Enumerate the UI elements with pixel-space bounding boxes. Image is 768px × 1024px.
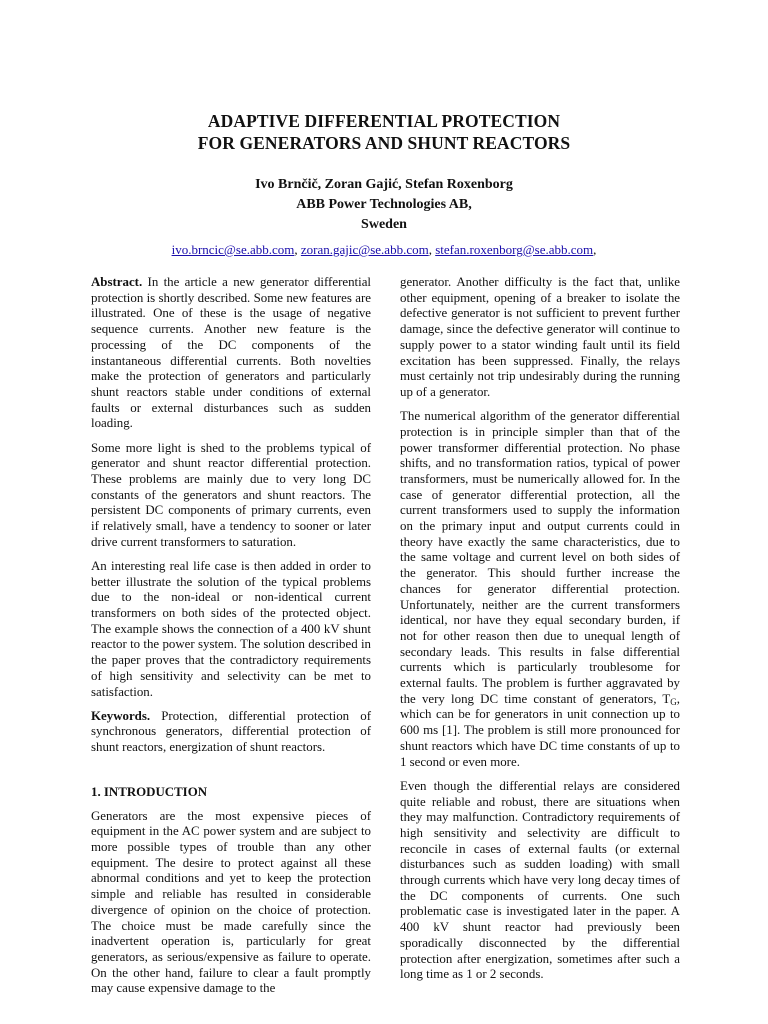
section-heading-introduction: 1. INTRODUCTION [91, 784, 208, 799]
email-link-gajic[interactable]: zoran.gajic@se.abb.com [300, 242, 429, 257]
email-link-brncic[interactable]: ivo.brncic@se.abb.com [171, 242, 295, 257]
keywords-text: Protection, differential protection of synchronous generators, differential protection of shunt reactors, energization of shunt reactors. [91, 708, 371, 755]
title-line-2: FOR GENERATORS AND SHUNT REACTORS [197, 133, 571, 153]
paper-title [0, 110, 768, 154]
email-link-roxenborg[interactable]: stefan.roxenborg@se.abb.com [435, 242, 594, 257]
abstract-paragraph-3: An interesting real life case is then added in order to better illustrate the solution of the typical problems due to the non-ideal or non-identical current transformers on both sides of the protected object. The example shows the connection of a 400 kV shunt reactor to the power system. The solution described in the paper proves that the contradictory requirements of high sensitivity and selectivity can be met to satisfaction. [91, 558, 371, 699]
intro-paragraph-2-part-2: , which can be for generators in unit connection up to 600 ms [1]. The problem is still more pronounced for shunt reactors which have DC time constants of up to 1 second or even more. [400, 691, 680, 769]
author-country: Sweden [361, 217, 407, 232]
intro-paragraph-3: Even though the differential relays are considered quite reliable and robust, there are situations when they may malfunction. Contradictory requirements of high sensitivity and selectivity are difficult to reconcile in cases of external faults (or external disturbances such as sudden loading) with small through currents which have very long decay times of the DC components of currents. One such problematic case is investigated later in the paper. A 400 kV shunt reactor had previously been sporadically disconnected by the differential protection after energization, sometimes after such a long time as 1 or 2 seconds. [400, 778, 680, 982]
intro-paragraph-2-part-1: The numerical algorithm of the generator differential protection is in principle simpler than that of the power transformer differential protection. No phase shifts, and no transformation ratios, typical of power transformers, must be numerically allowed for. In the case of generator differential protection, all the current transformers used to supply the information on the primary input and output currents could in theory have exactly the same characteristics, due to the same voltage and current level on both sides of the generator. This should further increase the chances for generator differential protection. Unfortunately, neither are the current transformers identical, nor have they equal secondary burden, if not for other reason then due to unequal length of secondary leads. This results in false differential currents which is particularly troublesome for external faults. The problem is further aggravated by the very long DC time constant of generators, T [400, 409, 680, 706]
keywords-paragraph [91, 709, 371, 756]
title-line-1: ADAPTIVE DIFFERENTIAL PROTECTION [207, 111, 561, 131]
abstract-label: Abstract. [91, 275, 143, 289]
intro-paragraph-2 [400, 409, 680, 770]
author-names: Ivo Brnčič, Zoran Gajić, Stefan Roxenborg [255, 177, 513, 192]
email-list: ivo.brncic@se.abb.com, zoran.gajic@se.abb.com, stefan.roxenborg@se.abb.com, [171, 242, 597, 257]
author-affiliation: ABB Power Technologies AB, [296, 197, 472, 212]
left-column [91, 275, 371, 1006]
time-constant-subscript: G [670, 696, 677, 707]
author-block [0, 175, 768, 235]
keywords-label: Keywords. [91, 708, 151, 723]
right-column [400, 275, 680, 991]
abstract-paragraph-2: Some more light is shed to the problems typical of generator and shunt reactor differential protection. These problems are mainly due to very long DC constants of the generators and shunt reactors. The persistent DC components of primary currents, even if relatively small, have a tendency to sooner or later drive current transformers to saturation. [91, 440, 371, 549]
abstract-text: In the article a new generator differential protection is shortly described. Some new features are illustrated. One of these is the usage of negative sequence currents. Another new feature is the processing of the DC components of the instantaneous differential currents. Both novelties make the protection of generators and particularly shunt reactors stable under conditions of external faults or external disturbances such as sudden loading. [91, 275, 371, 431]
abstract-paragraph [91, 275, 371, 432]
intro-paragraph-1: Generators are the most expensive pieces of equipment in the AC power system and are subject to more possible types of trouble than any other equipment. The desire to protect against all these abnormal conditions and yet to keep the protection simple and reliable has resulted in considerable divergence of opinion on the choice of protection. The choice must be made carefully since the inadvertent operation is, particularly for great generators, as serious/expensive as failure to operate. On the other hand, failure to clear a fault promptly may cause expensive damage to the [91, 808, 371, 996]
intro-paragraph-1-continued: generator. Another difficulty is the fact that, unlike other equipment, opening of a breaker to isolate the defective generator is not sufficient to prevent further damage, since the defective generator will continue to supply power to a stator winding fault until its field excitation has been suppressed. Finally, the relays must certainly not trip undesirably during the running up of a generator. [400, 275, 680, 399]
